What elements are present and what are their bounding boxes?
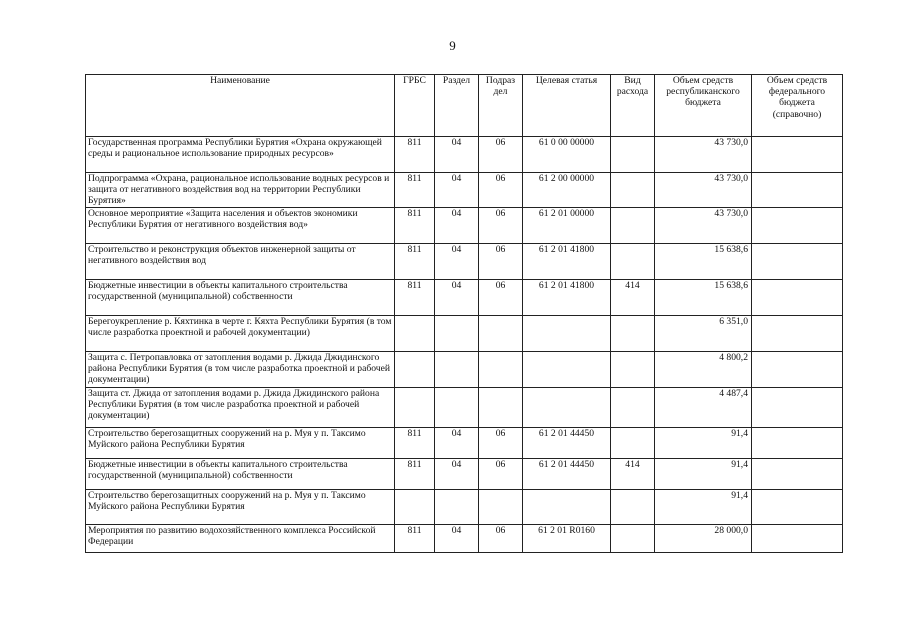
cell-rep-budget: 43 730,0 bbox=[655, 137, 752, 173]
table-row bbox=[86, 280, 843, 316]
cell-razdel: 04 bbox=[435, 208, 479, 244]
cell-article: 61 0 00 00000 bbox=[523, 137, 611, 173]
cell-grbs: 811 bbox=[395, 459, 435, 490]
cell-name: Строительство берегозащитных сооружений на р. Муя у п. Таксимо Муйского района Республики Бурятия bbox=[86, 428, 395, 459]
cell-vid bbox=[611, 244, 655, 280]
column-header-grbs: ГРБС bbox=[395, 75, 435, 137]
cell-grbs bbox=[395, 316, 435, 352]
cell-rep-budget: 4 800,2 bbox=[655, 352, 752, 388]
cell-article: 61 2 01 44450 bbox=[523, 459, 611, 490]
cell-grbs: 811 bbox=[395, 208, 435, 244]
cell-podrazdel: 06 bbox=[479, 459, 523, 490]
cell-fed-budget bbox=[752, 316, 843, 352]
cell-razdel: 04 bbox=[435, 137, 479, 173]
cell-fed-budget bbox=[752, 280, 843, 316]
cell-vid bbox=[611, 208, 655, 244]
cell-fed-budget bbox=[752, 525, 843, 553]
cell-podrazdel: 06 bbox=[479, 173, 523, 208]
cell-vid bbox=[611, 525, 655, 553]
table-row bbox=[86, 244, 843, 280]
cell-rep-budget: 91,4 bbox=[655, 490, 752, 525]
table-row bbox=[86, 525, 843, 553]
table-row bbox=[86, 459, 843, 490]
cell-name: Строительство и реконструкция объектов инженерной защиты от негативного воздействия вод bbox=[86, 244, 395, 280]
table-body bbox=[86, 137, 843, 553]
column-header-name: Наименование bbox=[86, 75, 395, 137]
cell-name: Основное мероприятие «Защита населения и объектов экономики Республики Бурятия от негативного воздействия вод» bbox=[86, 208, 395, 244]
cell-fed-budget bbox=[752, 137, 843, 173]
cell-podrazdel: 06 bbox=[479, 428, 523, 459]
cell-vid: 414 bbox=[611, 459, 655, 490]
table-header-row bbox=[86, 75, 843, 137]
cell-rep-budget: 15 638,6 bbox=[655, 244, 752, 280]
cell-grbs: 811 bbox=[395, 525, 435, 553]
cell-podrazdel bbox=[479, 352, 523, 388]
cell-vid: 414 bbox=[611, 280, 655, 316]
cell-name: Защита ст. Джида от затопления водами р. Джида Джидинского района Республики Бурятия (в том числе разработка проектной и рабочей документации) bbox=[86, 388, 395, 428]
cell-rep-budget: 4 487,4 bbox=[655, 388, 752, 428]
cell-article: 61 2 01 41800 bbox=[523, 244, 611, 280]
cell-article: 61 2 01 00000 bbox=[523, 208, 611, 244]
cell-grbs: 811 bbox=[395, 428, 435, 459]
cell-name: Государственная программа Республики Бурятия «Охрана окружающей среды и рациональное использование природных ресурсов» bbox=[86, 137, 395, 173]
column-header-rep-budget: Объем средств республиканского бюджета bbox=[655, 75, 752, 137]
cell-podrazdel: 06 bbox=[479, 280, 523, 316]
cell-razdel: 04 bbox=[435, 428, 479, 459]
cell-article: 61 2 01 41800 bbox=[523, 280, 611, 316]
cell-rep-budget: 6 351,0 bbox=[655, 316, 752, 352]
cell-razdel: 04 bbox=[435, 280, 479, 316]
cell-fed-budget bbox=[752, 490, 843, 525]
cell-name: Подпрограмма «Охрана, рациональное использование водных ресурсов и защита от негативного воздействия вод на территории Республики Бурятия» bbox=[86, 173, 395, 208]
cell-podrazdel: 06 bbox=[479, 244, 523, 280]
cell-podrazdel: 06 bbox=[479, 208, 523, 244]
cell-grbs: 811 bbox=[395, 280, 435, 316]
budget-table bbox=[85, 74, 843, 553]
cell-article bbox=[523, 490, 611, 525]
cell-podrazdel bbox=[479, 490, 523, 525]
cell-fed-budget bbox=[752, 428, 843, 459]
table-row bbox=[86, 490, 843, 525]
cell-vid bbox=[611, 352, 655, 388]
cell-rep-budget: 91,4 bbox=[655, 428, 752, 459]
cell-podrazdel bbox=[479, 316, 523, 352]
cell-razdel bbox=[435, 490, 479, 525]
cell-article: 61 2 01 R0160 bbox=[523, 525, 611, 553]
cell-fed-budget bbox=[752, 173, 843, 208]
column-header-podrazdel: Подраз дел bbox=[479, 75, 523, 137]
cell-name: Бюджетные инвестиции в объекты капитального строительства государственной (муниципальной) собственности bbox=[86, 280, 395, 316]
cell-vid bbox=[611, 388, 655, 428]
cell-razdel bbox=[435, 388, 479, 428]
table-row bbox=[86, 428, 843, 459]
cell-name: Бюджетные инвестиции в объекты капитального строительства государственной (муниципальной) собственности bbox=[86, 459, 395, 490]
cell-rep-budget: 91,4 bbox=[655, 459, 752, 490]
table-row bbox=[86, 173, 843, 208]
cell-vid bbox=[611, 173, 655, 208]
cell-fed-budget bbox=[752, 352, 843, 388]
cell-article bbox=[523, 316, 611, 352]
cell-podrazdel bbox=[479, 388, 523, 428]
cell-name: Мероприятия по развитию водохозяйственного комплекса Российской Федерации bbox=[86, 525, 395, 553]
cell-grbs bbox=[395, 388, 435, 428]
table-row bbox=[86, 208, 843, 244]
cell-grbs bbox=[395, 352, 435, 388]
cell-razdel bbox=[435, 352, 479, 388]
column-header-fed-budget: Объем средств федерального бюджета (справочно) bbox=[752, 75, 843, 137]
cell-fed-budget bbox=[752, 208, 843, 244]
cell-grbs bbox=[395, 490, 435, 525]
cell-grbs: 811 bbox=[395, 244, 435, 280]
cell-razdel: 04 bbox=[435, 525, 479, 553]
table-row bbox=[86, 388, 843, 428]
column-header-article: Целевая статья bbox=[523, 75, 611, 137]
cell-vid bbox=[611, 490, 655, 525]
cell-vid bbox=[611, 316, 655, 352]
cell-article bbox=[523, 352, 611, 388]
cell-name: Берегоукрепление р. Кяхтинка в черте г. Кяхта Республики Бурятия (в том числе разработка проектной и рабочей документации) bbox=[86, 316, 395, 352]
cell-rep-budget: 43 730,0 bbox=[655, 208, 752, 244]
cell-name: Строительство берегозащитных сооружений на р. Муя у п. Таксимо Муйского района Республики Бурятия bbox=[86, 490, 395, 525]
cell-article: 61 2 01 44450 bbox=[523, 428, 611, 459]
column-header-vid: Вид расхода bbox=[611, 75, 655, 137]
cell-vid bbox=[611, 137, 655, 173]
cell-rep-budget: 28 000,0 bbox=[655, 525, 752, 553]
cell-fed-budget bbox=[752, 388, 843, 428]
page-number: 9 bbox=[449, 38, 456, 53]
cell-razdel: 04 bbox=[435, 459, 479, 490]
cell-rep-budget: 15 638,6 bbox=[655, 280, 752, 316]
table-row bbox=[86, 137, 843, 173]
table-row bbox=[86, 316, 843, 352]
cell-article bbox=[523, 388, 611, 428]
cell-rep-budget: 43 730,0 bbox=[655, 173, 752, 208]
cell-article: 61 2 00 00000 bbox=[523, 173, 611, 208]
cell-grbs: 811 bbox=[395, 137, 435, 173]
cell-vid bbox=[611, 428, 655, 459]
table-row bbox=[86, 352, 843, 388]
cell-podrazdel: 06 bbox=[479, 137, 523, 173]
cell-grbs: 811 bbox=[395, 173, 435, 208]
cell-razdel bbox=[435, 316, 479, 352]
cell-fed-budget bbox=[752, 244, 843, 280]
cell-fed-budget bbox=[752, 459, 843, 490]
column-header-razdel: Раздел bbox=[435, 75, 479, 137]
cell-razdel: 04 bbox=[435, 244, 479, 280]
cell-name: Защита с. Петропавловка от затопления водами р. Джида Джидинского района Республики Бурятия (в том числе разработка проектной и рабочей документации) bbox=[86, 352, 395, 388]
cell-razdel: 04 bbox=[435, 173, 479, 208]
cell-podrazdel: 06 bbox=[479, 525, 523, 553]
